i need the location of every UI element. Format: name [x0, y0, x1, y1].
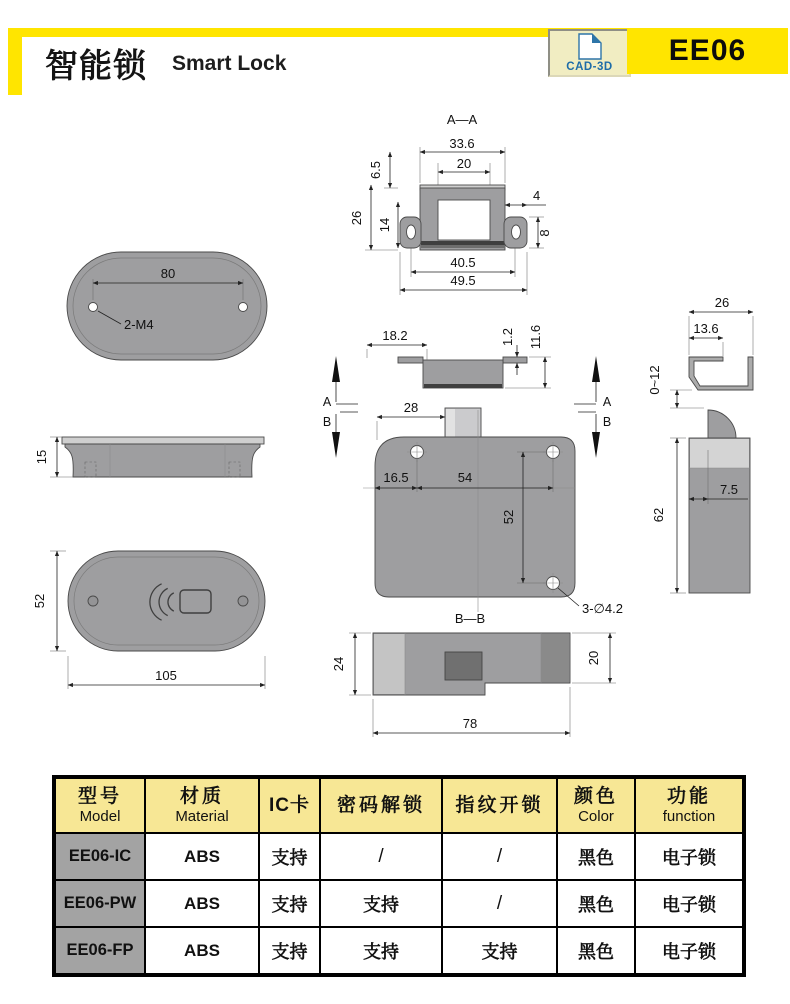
strike-view-dimensions-top	[689, 295, 753, 356]
cell-model: EE06-PW	[54, 880, 145, 927]
strike-channel	[689, 357, 753, 390]
cell-ic-card: 支持	[259, 927, 320, 975]
side-profile-height-dim: 15	[34, 449, 49, 465]
aa-lip-height-dim: 6.5	[368, 160, 383, 180]
ear-hole-left	[407, 225, 416, 239]
strike-inner-width-dim: 13.6	[693, 321, 719, 336]
cell-fingerprint: /	[442, 880, 557, 927]
aa-flange-dim: 4	[533, 188, 541, 203]
cell-fingerprint: 支持	[442, 927, 557, 975]
section-mark-right	[574, 356, 612, 458]
cell-material: ABS	[145, 927, 259, 975]
ear-hole-right	[512, 225, 521, 239]
col-header-ic-card-zh: IC卡	[268, 794, 310, 816]
strike-width-dim: 26	[714, 295, 730, 310]
bb-right-height-dim: 20	[586, 650, 601, 666]
body-edge-to-hole-dim: 16.5	[383, 470, 409, 485]
strike-side-view	[647, 295, 753, 593]
aa-hole-span-dim: 40.5	[450, 255, 476, 270]
back-plate-hole-span-dim: 80	[160, 266, 176, 281]
col-header-model-zh: 型号	[77, 786, 122, 808]
page-title-zh: 智能锁	[45, 47, 147, 84]
col-header-material-en: Material	[175, 808, 229, 826]
cell-material: ABS	[145, 833, 259, 880]
front-width-dim: 105	[155, 668, 177, 683]
front-view	[32, 551, 265, 689]
bb-width-dim: 78	[462, 716, 478, 731]
col-header-password-zh: 密码解锁	[336, 794, 425, 816]
cell-ic-card: 支持	[259, 833, 320, 880]
col-header-fingerprint	[442, 777, 557, 833]
side-profile-view	[34, 437, 264, 477]
side-body-top-band	[690, 439, 749, 468]
body-hole-span-h-dim: 54	[457, 470, 473, 485]
side-profile-body	[65, 444, 260, 477]
section-aa-label: A—A	[446, 112, 478, 127]
cell-password: 支持	[320, 927, 442, 975]
col-header-color-en: Color	[578, 808, 614, 826]
front-screw-right	[238, 596, 248, 606]
col-header-material	[145, 777, 259, 833]
body-hole-span-v-dim: 52	[501, 509, 516, 525]
cell-model: EE06-IC	[54, 833, 145, 880]
model-code: EE06	[668, 34, 747, 67]
spec-row-ee06-fp	[54, 927, 744, 975]
aa-ear-height-dim: 8	[537, 229, 552, 237]
section-mark-a-left: A	[322, 395, 332, 409]
col-header-material-zh: 材质	[179, 786, 224, 808]
spec-row-ee06-pw	[54, 880, 744, 927]
cell-function: 电子锁	[635, 833, 744, 880]
section-mark-b-right: B	[602, 415, 612, 429]
section-aa-part	[400, 185, 527, 250]
top-view-offset-dim: 18.2	[382, 328, 408, 343]
mount-hole-right	[239, 303, 248, 312]
section-mark-left	[323, 356, 358, 458]
header-accent-leftbar	[8, 28, 22, 95]
col-header-model	[54, 777, 145, 833]
section-bb-label: B—B	[454, 611, 486, 626]
col-header-ic-card	[259, 777, 320, 833]
cell-color: 黑色	[557, 833, 635, 880]
aa-body-height-dim: 14	[377, 217, 392, 233]
section-mark-a-right: A	[602, 395, 612, 409]
body-hole-callout: 3-∅4.2	[582, 601, 623, 616]
back-plate-hole-callout: 2-M4	[124, 317, 154, 332]
cad-3d-badge[interactable]	[548, 29, 631, 77]
top-view-flange-thk-dim: 1.2	[500, 327, 515, 347]
col-header-function-en: function	[662, 808, 716, 826]
aa-overall-width-dim: 49.5	[450, 273, 476, 288]
col-header-fingerprint-zh: 指纹开锁	[455, 794, 544, 816]
cell-color: 黑色	[557, 927, 635, 975]
strike-gap-range-dim: 0~12	[647, 365, 662, 395]
top-view-body	[423, 360, 503, 388]
top-view-tab-left	[398, 357, 423, 363]
latch-hook	[708, 410, 736, 438]
spec-table-header-row	[54, 777, 744, 833]
cad-3d-badge-label: CAD-3D	[566, 61, 613, 73]
lock-body	[375, 437, 575, 597]
cell-material: ABS	[145, 880, 259, 927]
mount-hole-left	[89, 303, 98, 312]
section-bb-slot	[445, 652, 482, 680]
front-screw-left	[88, 596, 98, 606]
cell-password: 支持	[320, 880, 442, 927]
cell-ic-card: 支持	[259, 880, 320, 927]
spec-row-ee06-ic	[54, 833, 744, 880]
cell-color: 黑色	[557, 880, 635, 927]
model-code-banner	[627, 28, 788, 74]
technical-drawings	[0, 100, 790, 760]
page-title-en: Smart Lock	[172, 52, 287, 75]
col-header-function-zh: 功能	[666, 786, 711, 808]
cell-function: 电子锁	[635, 927, 744, 975]
top-view	[367, 325, 551, 388]
body-latch-offset-dim: 28	[403, 400, 419, 415]
aa-top-width-dim: 33.6	[449, 136, 475, 151]
section-aa-view	[349, 112, 552, 295]
cell-model: EE06-FP	[54, 927, 145, 975]
col-header-color	[557, 777, 635, 833]
aa-overall-height-dim: 26	[349, 210, 364, 226]
front-height-dim: 52	[32, 593, 47, 609]
top-view-height-dim: 11.6	[528, 324, 543, 350]
cell-password: /	[320, 833, 442, 880]
cell-fingerprint: /	[442, 833, 557, 880]
side-profile-plate	[62, 437, 264, 444]
spec-table	[52, 775, 746, 977]
body-view	[363, 400, 623, 616]
cell-function: 电子锁	[635, 880, 744, 927]
col-header-model-en: Model	[79, 808, 121, 826]
bb-left-height-dim: 24	[331, 656, 346, 672]
col-header-color-zh: 颜色	[573, 786, 618, 808]
top-view-tab-right	[503, 357, 527, 363]
strike-hook-offset-dim: 7.5	[719, 482, 739, 497]
section-bb-view	[331, 611, 616, 737]
section-mark-b-left: B	[322, 415, 332, 429]
strike-body-height-dim: 62	[651, 507, 666, 523]
back-plate-view	[67, 252, 267, 360]
col-header-password	[320, 777, 442, 833]
document-icon	[578, 33, 602, 60]
aa-slot-width-dim: 20	[456, 156, 472, 171]
col-header-function	[635, 777, 744, 833]
